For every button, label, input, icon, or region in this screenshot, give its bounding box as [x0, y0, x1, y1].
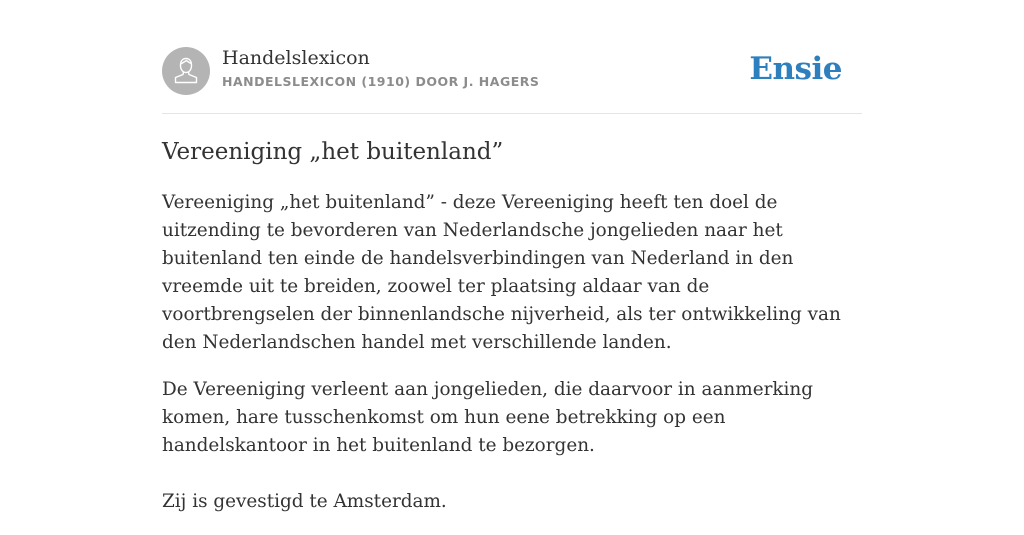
entry-title: Vereeniging „het buitenland” [162, 139, 504, 165]
user-icon [162, 47, 210, 95]
entry-header [162, 46, 862, 96]
ensie-logo[interactable]: Ensie [749, 51, 842, 87]
entry-body [162, 189, 862, 535]
entry-paragraph: De Vereeniging verleent aan jongelieden, die daarvoor in aanmerking komen, hare tusschenkomst om hun eene betrekking op een handelskantoor in het buitenland te bezorgen. [162, 379, 814, 456]
source-avatar[interactable] [162, 47, 210, 95]
entry-card [162, 0, 862, 512]
source-name[interactable]: Handelslexicon [222, 47, 370, 69]
source-subtitle[interactable]: HANDELSLEXICON (1910) DOOR J. HAGERS [222, 74, 540, 89]
entry-paragraph: Zij is gevestigd te Amsterdam. [162, 491, 447, 512]
header-divider [162, 113, 862, 114]
entry-paragraph: Vereeniging „het buitenland” - deze Vereeniging heeft ten doel de uitzending te bevorderen van Nederlandsche jongelieden naar het buitenland ten einde de handelsverbindingen van Nederland in den vreemde uit te breiden, zoowel ter plaatsing aldaar van de voortbrengselen der binnenlandsche nijverheid, als ter ontwikkeling van den Nederlandschen handel met verschillende landen. [162, 192, 841, 353]
